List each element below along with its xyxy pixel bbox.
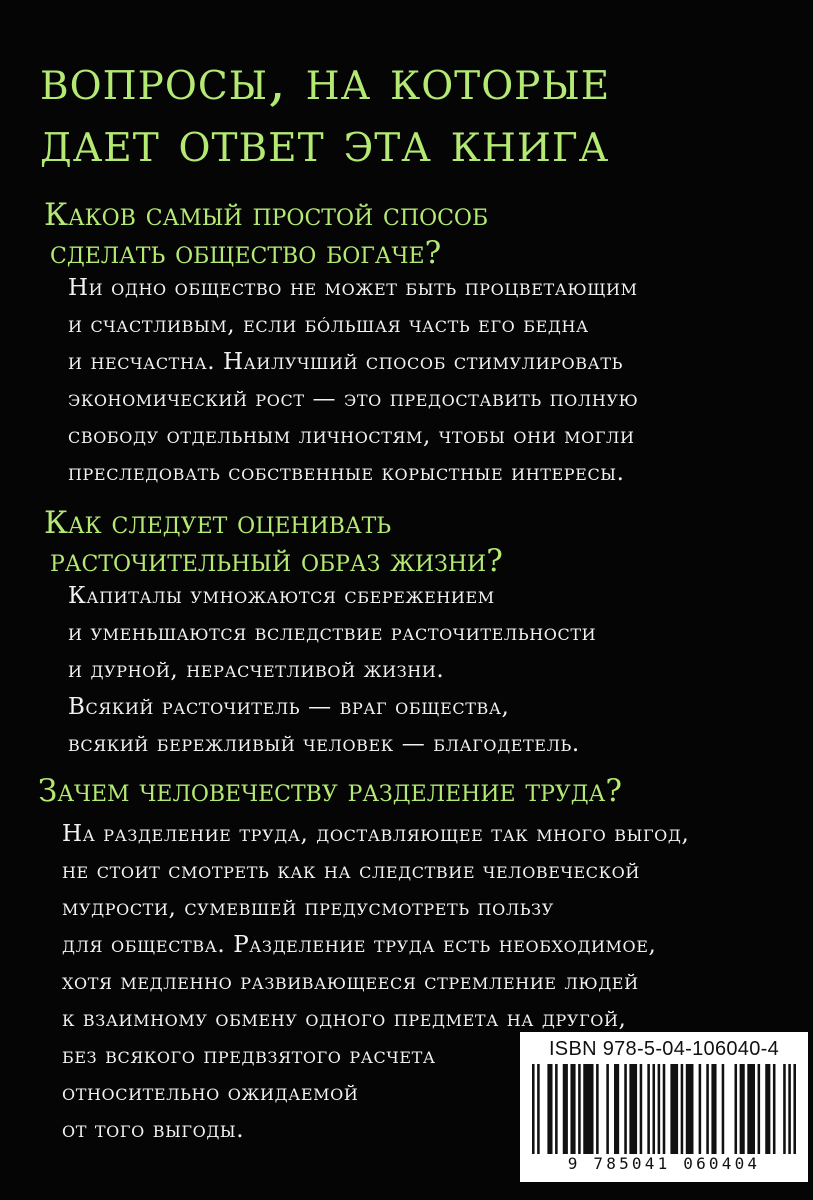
answer-2-line-1: Капиталы умножаются сбережением bbox=[68, 583, 495, 609]
answer-1-line-2: и счастливым, если бóльшая часть его бедна bbox=[68, 312, 589, 338]
isbn-label: ISBN 978-5-04-106040-4 bbox=[548, 1038, 780, 1060]
question-3-line-1: Зачем человечеству разделение труда? bbox=[38, 773, 622, 809]
question-2-line-1: Как следует оценивать bbox=[44, 505, 392, 541]
answer-2 bbox=[68, 578, 596, 763]
question-1-line-2: сделать общество богаче? bbox=[50, 235, 442, 271]
answer-2-line-5: всякий бережливый человек — благодетель. bbox=[68, 731, 580, 757]
answer-1 bbox=[68, 270, 638, 492]
answer-1-line-1: Ни одно общество не может быть процветающим bbox=[68, 275, 638, 301]
question-2 bbox=[44, 504, 503, 580]
answer-1-line-4: экономический рост — это предоставить полную bbox=[68, 386, 639, 412]
answer-3-line-6: к взаимному обмену одного предмета на другой, bbox=[62, 1006, 627, 1032]
cover-title bbox=[40, 50, 780, 174]
answer-3-line-1: На разделение труда, доставляющее так много выгод, bbox=[62, 821, 690, 847]
answer-3-line-9: от того выгоды. bbox=[62, 1117, 245, 1143]
cover-title-line-1: вопросы, на которые bbox=[40, 48, 611, 113]
answer-3-line-8: относительно ожидаемой bbox=[62, 1080, 359, 1106]
isbn-barcode-block bbox=[520, 1032, 808, 1182]
question-1-line-1: Каков самый простой способ bbox=[44, 197, 489, 233]
answer-2-line-4: Всякий расточитель — враг общества, bbox=[68, 694, 510, 720]
answer-2-line-2: и уменьшаются вследствие расточительности bbox=[68, 620, 597, 646]
answer-2-line-3: и дурной, нерасчетливой жизни. bbox=[68, 657, 445, 683]
cover-title-line-2: дает ответ эта книга bbox=[40, 110, 610, 175]
question-3 bbox=[38, 772, 622, 810]
barcode-icon bbox=[532, 1064, 796, 1154]
answer-1-line-5: свободу отдельным личностям, чтобы они могли bbox=[68, 423, 635, 449]
answer-3-line-2: не стоит смотреть как на следствие человеческой bbox=[62, 858, 640, 884]
question-1 bbox=[44, 196, 488, 272]
answer-3-line-7: без всякого предвзятого расчета bbox=[62, 1043, 436, 1069]
answer-3-line-4: для общества. Разделение труда есть необходимое, bbox=[62, 932, 657, 958]
answer-1-line-3: и несчастна. Наилучший способ стимулировать bbox=[68, 349, 623, 375]
answer-3-line-5: хотя медленно развивающееся стремление людей bbox=[62, 969, 639, 995]
answer-3-line-3: мудрости, сумевшей предусмотреть пользу bbox=[62, 895, 554, 921]
barcode-digits: 9 785041 060404 bbox=[567, 1154, 761, 1173]
question-2-line-2: расточительный образ жизни? bbox=[50, 543, 503, 579]
answer-1-line-6: преследовать собственные корыстные интересы. bbox=[68, 460, 625, 486]
